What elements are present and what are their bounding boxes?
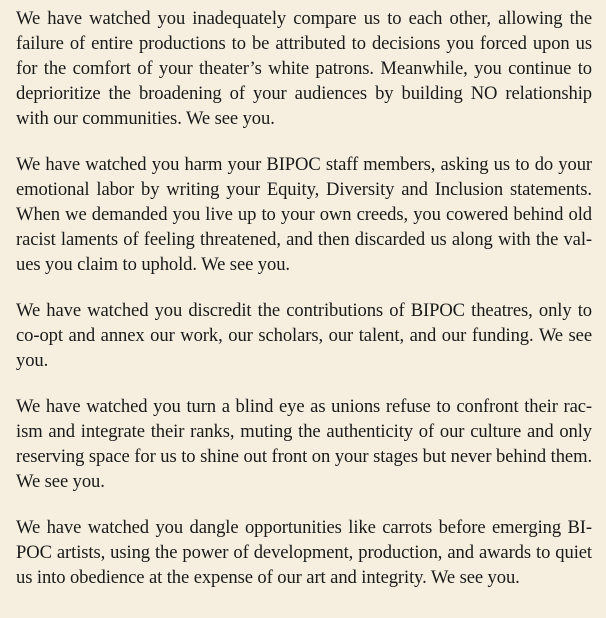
paragraph-5 [16, 515, 592, 590]
text-line: We see you. [16, 471, 105, 492]
text-line: We have watched you turn a blind eye as unions refuse to confront their rac- [16, 396, 592, 417]
text-line: We have watched you discredit the contributions of BIPOC theatres, only to [16, 300, 592, 321]
text-line: with our communities. We see you. [16, 108, 275, 129]
paragraph-3 [16, 298, 592, 373]
text-line: deprioritize the broadening of your audiences by building NO relationship [16, 83, 592, 104]
text-line: We have watched you inadequately compare us to each other, allowing the [16, 8, 592, 29]
text-line: ues you claim to uphold. We see you. [16, 254, 290, 275]
text-line: We have watched you harm your BIPOC staff members, asking us to do your [16, 154, 592, 175]
text-line: reserving space for us to shine out front on your stages but never behind them. [16, 446, 592, 467]
text-line: us into obedience at the expense of our art and integrity. We see you. [16, 567, 520, 588]
text-line: POC artists, using the power of development, production, and awards to quiet [16, 542, 592, 563]
paragraph-2 [16, 152, 592, 277]
text-line: emotional labor by writing your Equity, Diversity and Inclusion statements. [16, 179, 592, 200]
text-line: failure of entire productions to be attributed to decisions you forced upon us [16, 33, 592, 54]
text-line: When we demanded you live up to your own creeds, you cowered behind old [16, 204, 592, 225]
text-line: ism and integrate their ranks, muting the authenticity of our culture and only [16, 421, 592, 442]
text-line: co-opt and annex our work, our scholars, our talent, and our funding. We see [16, 325, 592, 346]
text-line: racist laments of feeling threatened, and then discarded us along with the val- [16, 229, 592, 250]
text-line: you. [16, 350, 49, 371]
paragraph-4 [16, 394, 592, 494]
text-line: We have watched you dangle opportunities like carrots before emerging BI- [16, 517, 592, 538]
paragraph-1 [16, 6, 592, 131]
text-line: for the comfort of your theater’s white patrons. Meanwhile, you continue to [16, 58, 592, 79]
